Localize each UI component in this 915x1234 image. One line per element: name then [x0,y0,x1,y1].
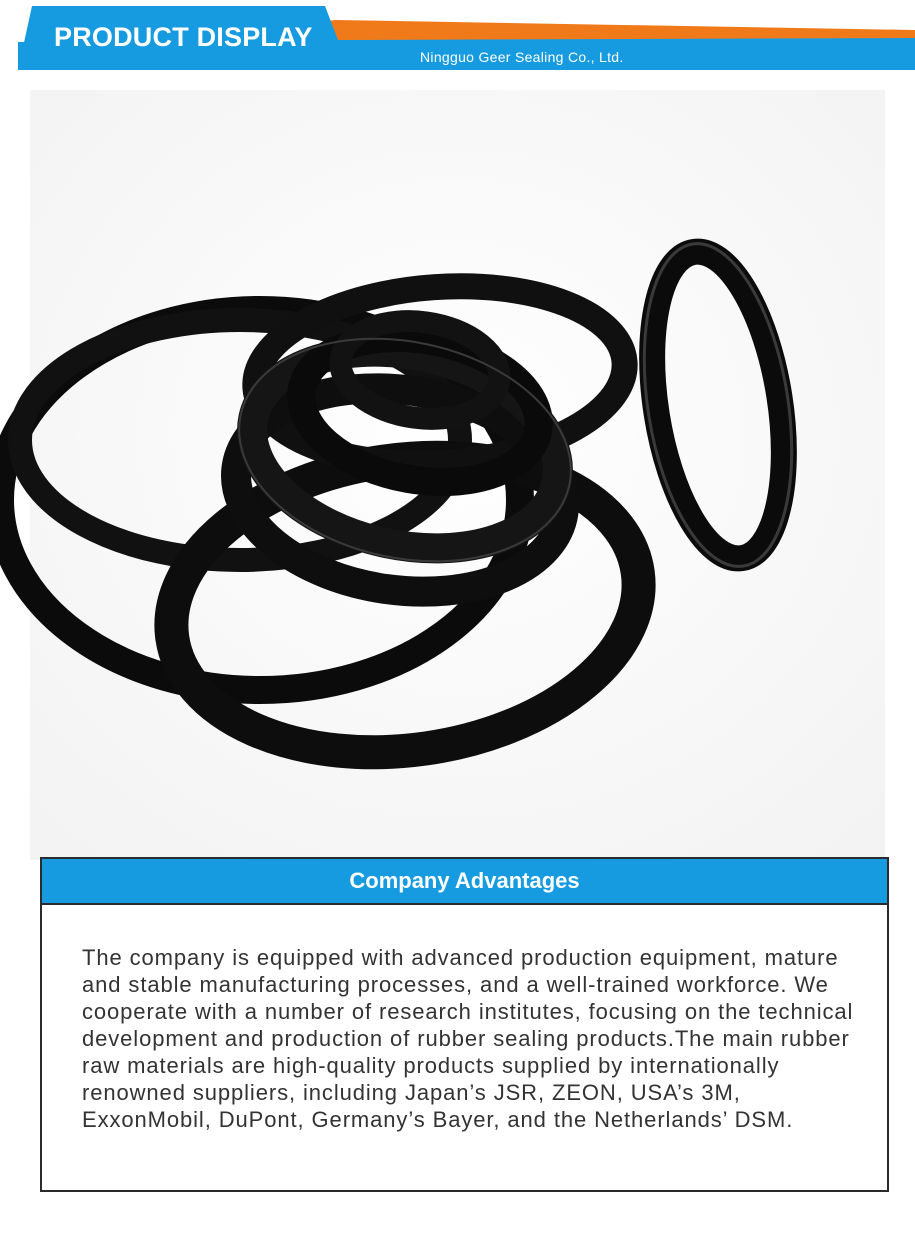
product-photo [0,80,915,860]
advantages-text: The company is equipped with advanced production equipment, mature and stable manufacturing processes, and a well-trained workforce. We cooperate with a number of research institutes, focusing on the technical development and production of rubber sealing products.The main rubber raw materials are high-quality products supplied by internationally renowned suppliers, including Japan’s JSR, ZEON, USA’s 3M, ExxonMobil, DuPont, Germany’s Bayer, and the Netherlands’ DSM. [82,945,854,1132]
page-title: PRODUCT DISPLAY [54,22,313,52]
header-banner [0,0,915,80]
rubber-rings-illustration [0,80,915,860]
advantages-panel [40,857,889,1192]
advantages-title: Company Advantages [349,868,580,893]
company-name: Ningguo Geer Sealing Co., Ltd. [420,49,624,65]
advantages-header [42,859,887,905]
